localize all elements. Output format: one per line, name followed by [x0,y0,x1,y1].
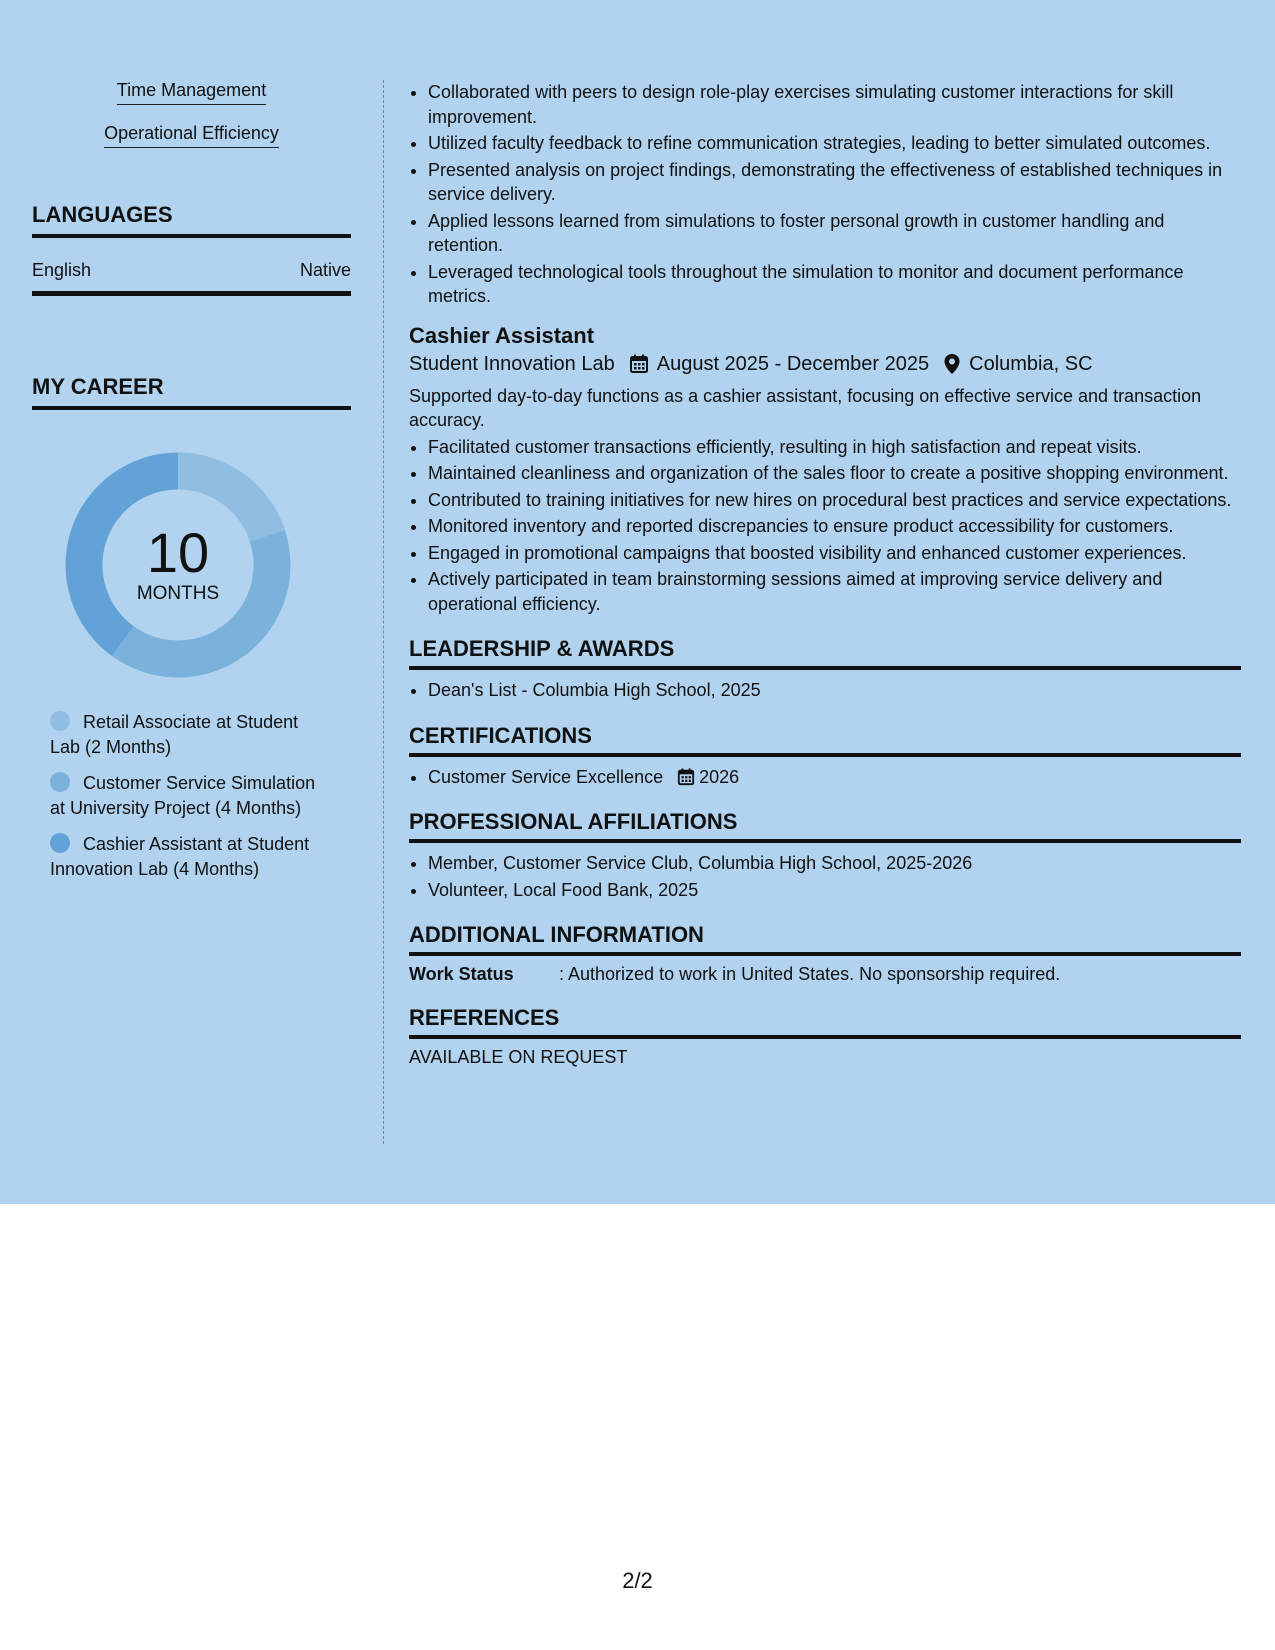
work-status-label: Work Status [409,964,514,984]
leadership-list [409,678,1241,703]
language-level: Native [299,260,351,280]
legend-item [50,710,330,760]
job-meta [409,353,1241,376]
leadership-heading: LEADERSHIP & AWARDS [409,636,1241,670]
calendar-icon [629,354,649,374]
career-total-unit: MONTHS [136,583,220,604]
affiliation-item: • Member, Customer Service Club, Columbia High School, 2025-2026 [428,851,1241,876]
legend-item [50,771,330,821]
main-column [409,80,1241,1068]
sidebar [32,80,351,893]
work-status-value: : Authorized to work in United States. No sponsorship required. [559,964,1061,984]
certification-row [428,765,1241,790]
career-heading: MY CAREER [32,374,351,410]
legend-dot [50,711,70,731]
certification-item [428,765,1241,790]
job-company: Student Innovation Lab [409,352,615,375]
bullet-item: • Engaged in promotional campaigns that boosted visibility and enhanced customer experiences. [428,541,1241,566]
bullet-item: • Presented analysis on project findings, demonstrating the effectiveness of established techniques in service delivery. [428,158,1241,207]
skill-item [32,123,351,148]
additional-info-heading: ADDITIONAL INFORMATION [409,922,1241,956]
work-status-row [409,964,1241,985]
affiliation-item: • Volunteer, Local Food Bank, 2025 [428,878,1241,903]
location-pin-icon [943,353,961,375]
page-number: 2/2 [622,1568,653,1593]
career-legend [50,710,330,882]
bullet-item: • Monitored inventory and reported discrepancies to ensure product accessibility for customers. [428,514,1241,539]
leadership-item: • Dean's List - Columbia High School, 2025 [428,678,1241,703]
legend-dot [50,833,70,853]
references-heading: REFERENCES [409,1005,1241,1039]
donut-center [65,452,291,678]
calendar-icon [677,768,695,786]
job-bullets [409,435,1241,617]
language-row [32,238,351,296]
career-donut-chart [65,452,291,678]
certifications-list [409,765,1241,790]
job-title: Cashier Assistant [409,322,595,348]
skill-label: Operational Efficiency [104,123,279,148]
certification-year: 2026 [699,766,740,787]
column-divider [383,80,384,1144]
bullet-item: • Maintained cleanliness and organization of the sales floor to create a positive shopping environment. [428,461,1241,486]
bullet-item: • Applied lessons learned from simulations to foster personal growth in customer handling and retention. [428,209,1241,258]
certifications-heading: CERTIFICATIONS [409,723,1241,757]
bullet-item: • Facilitated customer transactions efficiently, resulting in high satisfaction and repeat visits. [428,435,1241,460]
bullet-item: • Actively participated in team brainstorming sessions aimed at improving service delivery and operational efficiency. [428,567,1241,616]
job-summary: Supported day-to-day functions as a cashier assistant, focusing on effective service and transaction accuracy. [409,385,1202,430]
bullet-item: • Leveraged technological tools throughout the simulation to monitor and document performance metrics. [428,260,1241,309]
bullet-item: • Utilized faculty feedback to refine communication strategies, leading to better simulated outcomes. [428,131,1241,156]
legend-label: Retail Associate at Student Lab (2 Months) [50,712,299,757]
legend-label: Customer Service Simulation at University Project (4 Months) [50,773,316,818]
career-total-value: 10 [146,521,210,584]
bullet-item: • Contributed to training initiatives for new hires on procedural best practices and service expectations. [428,488,1241,513]
affiliations-list [409,851,1241,902]
previous-job-bullets [409,80,1241,309]
language-name: English [32,260,92,280]
certification-name: • Customer Service Excellence [428,766,664,787]
job-location: Columbia, SC [969,352,1093,375]
skill-item [32,80,351,105]
references-text: AVAILABLE ON REQUEST [409,1047,628,1067]
skill-label: Time Management [117,80,266,105]
job-dates: August 2025 - December 2025 [656,352,930,375]
bullet-item: • Collaborated with peers to design role-play exercises simulating customer interactions for skill improvement. [428,80,1241,129]
legend-dot [50,772,70,792]
affiliations-heading: PROFESSIONAL AFFILIATIONS [409,809,1241,843]
legend-label: Cashier Assistant at Student Innovation Lab (4 Months) [50,834,310,879]
languages-heading: LANGUAGES [32,202,351,238]
legend-item [50,832,330,882]
